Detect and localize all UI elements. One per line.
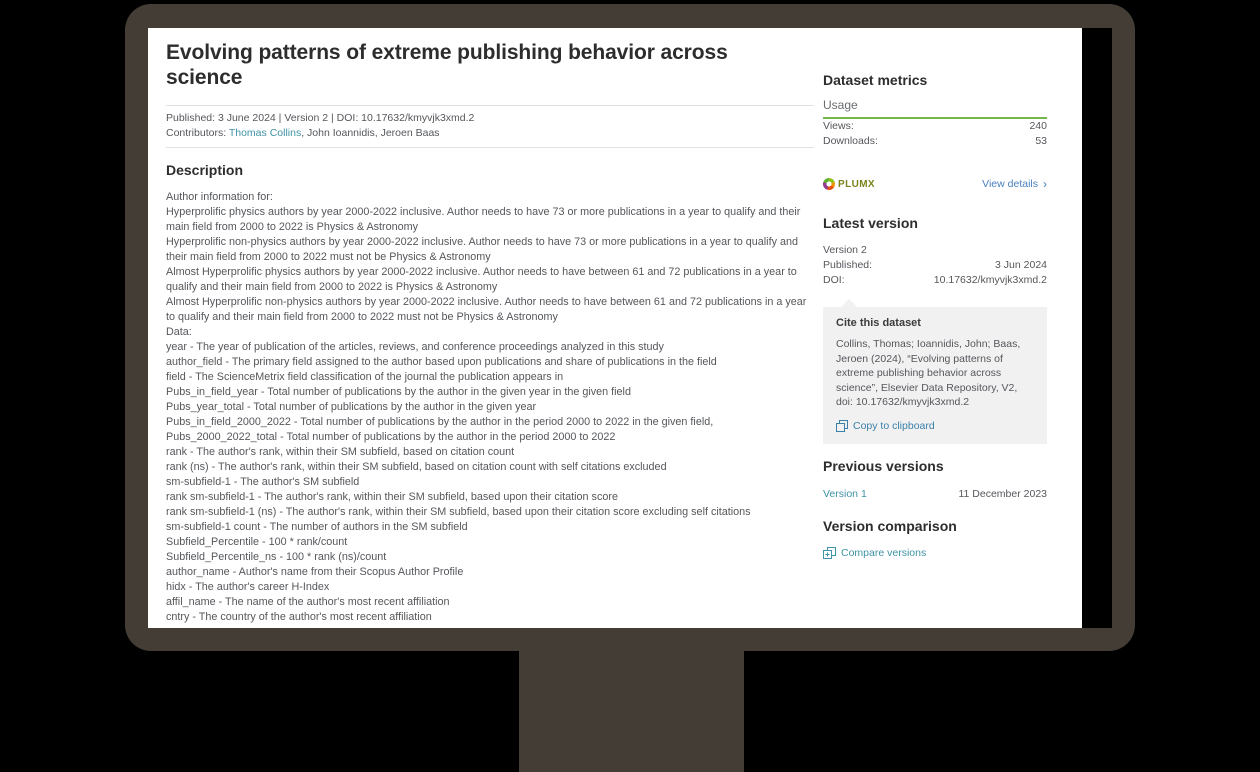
contributors-line (166, 126, 814, 140)
version-comparison-heading: Version comparison (823, 517, 957, 534)
copy-to-clipboard-button[interactable] (836, 420, 1034, 432)
metric-row-downloads (823, 134, 1047, 149)
view-details-link[interactable] (982, 178, 1047, 190)
doi-label: DOI: (823, 274, 845, 286)
views-value: 240 (1029, 120, 1047, 132)
version-1-link[interactable]: Version 1 (823, 487, 867, 500)
description-line: Data: (166, 326, 192, 338)
plumx-icon (823, 178, 835, 190)
cite-dataset-card (823, 307, 1047, 444)
metric-row-views (823, 119, 1047, 134)
description-line: author_name - Author's name from their Scopus Author Profile (166, 566, 464, 578)
plumx-label: PLUMX (838, 178, 875, 190)
previous-version-row (823, 487, 1047, 502)
description-line: sm-subfield-1 - The author's SM subfield (166, 476, 360, 488)
description-line: hidx - The author's career H-Index (166, 581, 330, 593)
divider-contributors (166, 147, 814, 148)
description-line: sm-subfield-1 count - The number of authors in the SM subfield (166, 521, 468, 533)
view-details-label: View details (982, 178, 1038, 190)
monitor-screen (148, 28, 1112, 628)
description-line: Author information for: (166, 191, 273, 203)
downloads-label: Downloads: (823, 135, 878, 147)
main-column (166, 28, 814, 625)
previous-versions-heading: Previous versions (823, 457, 944, 474)
plumx-logo (823, 178, 875, 190)
contributors-rest: , John Ioannidis, Jeroen Baas (301, 127, 440, 139)
dataset-metrics-heading: Dataset metrics (823, 72, 928, 88)
description-line: field - The ScienceMetrix field classification of the journal the publication appears in (166, 371, 564, 383)
description-line: rank sm-subfield-1 (ns) - The author's rank, within their SM subfield, based upon their citation score excluding self citations (166, 506, 751, 518)
description-line: Subfield_Percentile_ns - 100 * rank (ns)/count (166, 551, 387, 563)
downloads-value: 53 (1035, 135, 1047, 147)
description-line: Almost Hyperprolific physics authors by year 2000-2022 inclusive. Author needs to have between 61 and 72 publications in a year to qualify and their main field from 2000 to 2022 is Physics & Astronomy (166, 266, 797, 293)
description-line: year - The year of publication of the articles, reviews, and conference proceedings analyzed in this study (166, 341, 664, 353)
description-line: Pubs_in_field_2000_2022 - Total number of publications by the author in the period 2000 to 2022 in the given field, (166, 416, 714, 428)
latest-published-row (823, 258, 1047, 273)
plumx-row (823, 178, 1047, 190)
description-line: rank - The author's rank, within their SM subfield, based on citation count (166, 446, 515, 458)
sidebar (823, 72, 1047, 559)
doi-value: 10.17632/kmyvjk3xmd.2 (933, 274, 1047, 286)
copy-to-clipboard-label: Copy to clipboard (853, 419, 935, 432)
description-line: affil_name - The name of the author's most recent affiliation (166, 596, 450, 608)
compare-versions-icon (823, 547, 836, 559)
version-1-date: 11 December 2023 (958, 487, 1047, 500)
chevron-right-icon: › (1043, 177, 1047, 191)
divider-top (166, 105, 814, 106)
latest-version-number: Version 2 (823, 244, 867, 256)
description-line: Hyperprolific physics authors by year 2000-2022 inclusive. Author needs to have 73 or more publications in a year to qualify and their main field from 2000 to 2022 is Physics & Astronomy (166, 206, 801, 233)
description-line: Almost Hyperprolific non-physics authors by year 2000-2022 inclusive. Author needs to have between 61 and 72 publications in a year to qualify and their main field from 2000 to 2022 must not be Physics & Astronomy (166, 296, 807, 323)
citation-text: Collins, Thomas; Ioannidis, John; Baas, Jeroen (2024), “Evolving patterns of extreme publishing behavior across science”, Elsevier Data Repository, V2, doi: 10.17632/kmyvjk3xmd.2 (836, 338, 1021, 408)
copy-icon (836, 420, 848, 432)
page-title: Evolving patterns of extreme publishing behavior across science (166, 41, 728, 89)
description-line: Pubs_2000_2022_total - Total number of publications by the author in the period 2000 to 2022 (166, 431, 616, 443)
compare-versions-button[interactable] (823, 547, 1047, 559)
description-line: Hyperprolific non-physics authors by year 2000-2022 inclusive. Author needs to have 73 or more publications in a year to qualify and their main field from 2000 to 2022 must not be Physics & Astronomy (166, 236, 798, 263)
latest-version-heading: Latest version (823, 215, 918, 231)
description-line: Pubs_year_total - Total number of publications by the author in the given year (166, 401, 537, 413)
monitor-stand (519, 650, 744, 772)
description-line: Subfield_Percentile - 100 * rank/count (166, 536, 348, 548)
description-heading: Description (166, 162, 244, 178)
monitor-frame (125, 4, 1135, 651)
description-line: Pubs_in_field_year - Total number of publications by the author in the given year in the given field (166, 386, 631, 398)
description-line: rank (ns) - The author's rank, within their SM subfield, based on citation count with self citations excluded (166, 461, 667, 473)
contributor-link-thomas-collins[interactable]: Thomas Collins (228, 127, 302, 139)
compare-versions-label: Compare versions (841, 546, 927, 559)
usage-label: Usage (823, 98, 1047, 119)
contributors-label: Contributors: (166, 127, 229, 139)
published-label: Published: (823, 259, 873, 271)
description-line: rank sm-subfield-1 - The author's rank, within their SM subfield, based upon their citation score (166, 491, 618, 503)
views-label: Views: (823, 120, 854, 132)
description-line: cntry - The country of the author's most recent affiliation (166, 611, 432, 623)
description-text (166, 190, 814, 625)
dataset-page (148, 28, 1082, 628)
publication-meta: Published: 3 June 2024 | Version 2 | DOI: 10.17632/kmyvjk3xmd.2 (166, 112, 475, 124)
latest-doi-row (823, 273, 1047, 288)
description-line: author_field - The primary field assigned to the author based upon publications and share of publications in the field (166, 356, 717, 368)
cite-heading: Cite this dataset (836, 317, 921, 329)
published-value: 3 Jun 2024 (995, 259, 1047, 271)
